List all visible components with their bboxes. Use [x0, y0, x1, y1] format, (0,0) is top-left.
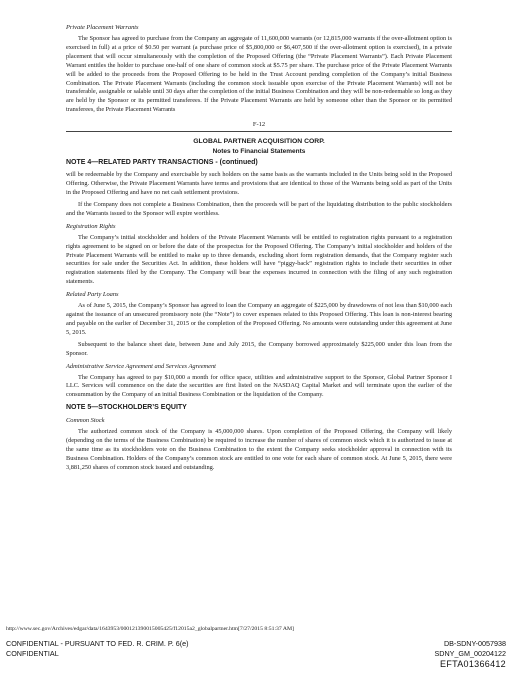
- document-body: [66, 22, 452, 476]
- bates-number-sdny: SDNY_GM_00204122: [434, 649, 506, 658]
- company-name: GLOBAL PARTNER ACQUISITION CORP.: [193, 138, 325, 146]
- note4-heading: NOTE 4—RELATED PARTY TRANSACTIONS - (continued): [66, 159, 258, 167]
- bates-number-db: DB-SDNY-0057938: [443, 639, 506, 648]
- confidential-label: CONFIDENTIAL: [6, 649, 59, 658]
- efta-number: EFTA01366412: [440, 659, 506, 669]
- note4-paragraph-1: will be redeemable by the Company and exercisable by such holders on the same basis as the warrants included in the Units being sold in the Proposed Offering. Otherwise, the Private Placement Warrants have terms and provisions that are identical to those of the Warrants being sold as part of the Units in the Proposed Offering and have no net cash settlement provisions.: [66, 171, 452, 196]
- registration-rights-paragraph: The Company’s initial stockholder and holders of the Private Placement Warrants will be entitled to registration rights pursuant to a registration rights agreement to be signed on or before the date of the prospectus for the Proposed Offering. The Company’s initial stockholder and holders of the Private Placement Warrants will be entitled to make up to three demands, excluding short form registration demands, that the Company register such securities for sale under the Securities Act. In addition, these holders will have “piggy-back” registration rights to include their securities in other registration statements filed by the Company. The Company will bear the expenses incurred in connection with the filing of any such registration statements.: [66, 233, 452, 286]
- related-party-loans-paragraph-1: As of June 5, 2015, the Company’s Sponsor has agreed to loan the Company an aggregate of $225,000 by drawdowns of not less than $10,000 each against the issuance of an unsecured promissory note (the “Note”) to cover expenses related to this Proposed Offering. This loan is non-interest bearing and payable on the earlier of December 31, 2015 or the completion of the Proposed Offering. No amounts were outstanding under this agreement at June 5, 2015.: [66, 302, 452, 336]
- page-divider: [66, 131, 452, 132]
- admin-service-heading: Administrative Service Agreement and Services Agreement: [66, 362, 216, 370]
- common-stock-paragraph: The authorized common stock of the Company is 45,000,000 shares. Upon completion of the Proposed Offering, the Company will likely (depending on the terms of the Business Combination) be required to increase the number of shares of common stock which it is authorized to issue at the same time as its stockholders vote on the Business Combination to the extent the Company seeks stockholder approval in connection with its Business Combination. Holders of the Company’s common stock are entitled to one vote for each share of common stock. At June 5, 2015, there were 3,881,250 shares of common stock issued and outstanding.: [66, 428, 452, 471]
- page-number: F-12: [252, 121, 266, 129]
- section-heading-private-placement: Private Placement Warrants: [66, 24, 139, 31]
- registration-rights-heading: Registration Rights: [66, 222, 116, 230]
- note4-paragraph-2: If the Company does not complete a Business Combination, then the proceeds will be part of the liquidating distribution to the public stockholders and the Warrants issued to the Sponsor will expire worthless.: [66, 200, 452, 217]
- confidential-notice: CONFIDENTIAL - PURSUANT TO FED. R. CRIM. P. 6(e): [6, 639, 189, 648]
- related-party-loans-paragraph-2: Subsequent to the balance sheet date, between June and July 2015, the Company borrowed approximately $225,000 under this loan from the Sponsor.: [66, 340, 452, 357]
- paragraph-private-placement: The Sponsor has agreed to purchase from the Company an aggregate of 11,600,000 warrants (or 12,815,000 warrants if the over-allotment option is exercised in full) at a price of $0.50 per warrant (a purchase price of $5,800,000 or $6,407,500 if the over-allotment option is exercised), in a private placement that will occur simultaneously with the completion of the Proposed Offering (the “Private Placement Warrants”). Each Private Placement Warrant entitles the holder to purchase one-half of one share of common stock at $5.75 per share. The purchase price of the Private Placement Warrants will be added to the proceeds from the Proposed Offering to be held in the Trust Account pending completion of the Company’s initial Business Combination. The Private Placement Warrants (including the common stock issuable upon exercise of the Private Placement Warrants) will not be transferable, assignable or salable until 30 days after the completion of the initial Business Combination and they will be non-redeemable so long as they are held by the Sponsor or its permitted transferees. If the Private Placement Warrants are held by someone other than the Sponsor or its permitted transferees, the Private Placement Warrants: [66, 35, 452, 114]
- admin-service-paragraph: The Company has agreed to pay $10,000 a month for office space, utilities and administrative support to the Sponsor, Global Partner Sponsor I LLC. Services will commence on the date the securities are first listed on the NASDAQ Capital Market and will terminate upon the earlier of the consummation by the Company of an initial Business Combination or the liquidation of the Company.: [66, 373, 452, 399]
- statements-title: Notes to Financial Statements: [212, 148, 306, 156]
- common-stock-heading: Common Stock: [66, 417, 105, 425]
- note5-heading: NOTE 5—STOCKHOLDER’S EQUITY: [66, 404, 187, 412]
- related-party-loans-heading: Related Party Loans: [66, 291, 119, 299]
- source-url: http://www.sec.gov/Archives/edgar/data/1643953/000121390015005425/f12015a2_globalpartner.htm[7/27/2015 8:51:37 AM]: [6, 626, 294, 632]
